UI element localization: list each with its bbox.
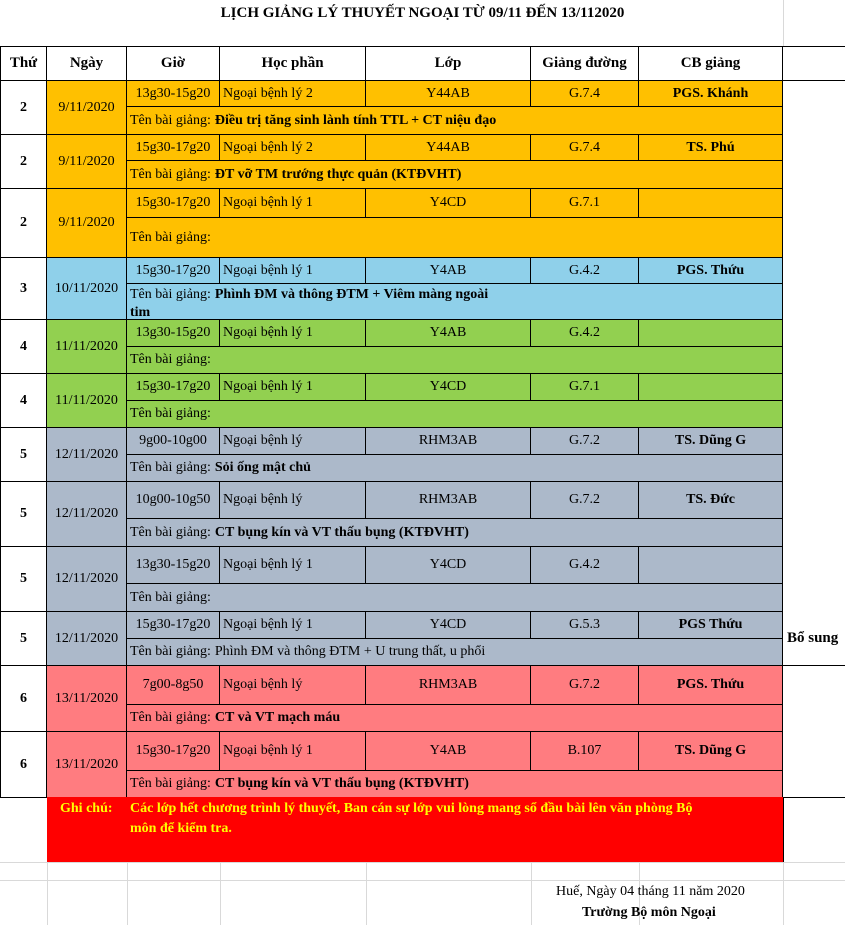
row-0-lop: Y44AB xyxy=(366,81,531,107)
row-8-lecture xyxy=(127,584,783,612)
header-gio: Giờ xyxy=(127,46,220,81)
page-title: LỊCH GIẢNG LÝ THUYẾT NGOẠI TỪ 09/11 ĐẾN 13/112020 xyxy=(220,5,625,21)
row-5-extra xyxy=(783,374,845,428)
row-3-thu: 3 xyxy=(0,258,47,320)
row-5-ngay: 11/11/2020 xyxy=(47,374,127,428)
row-4-hocphan: Ngoại bệnh lý 1 xyxy=(220,320,366,347)
row-8-lecture-line xyxy=(130,590,215,606)
row-6-lop: RHM3AB xyxy=(366,428,531,455)
footer-signer: Trường Bộ môn Ngoại xyxy=(582,905,716,920)
row-11-hocphan: Ngoại bệnh lý 1 xyxy=(220,732,366,771)
row-7-cb: TS. Đức xyxy=(639,482,783,519)
row-10-lop: RHM3AB xyxy=(366,666,531,705)
row-4-extra xyxy=(783,320,845,374)
row-9-ngay: 12/11/2020 xyxy=(47,612,127,666)
row-7-lecture xyxy=(127,519,783,547)
footer-date: Huế, Ngày 04 tháng 11 năm 2020 xyxy=(556,884,745,899)
row-10-thu: 6 xyxy=(0,666,47,732)
row-6-giangduong: G.7.2 xyxy=(531,428,639,455)
row-10-lecture-line xyxy=(130,710,340,726)
lecture-label: Tên bài giảng: xyxy=(130,112,211,128)
row-5-lop: Y4CD xyxy=(366,374,531,401)
note-line-1: Các lớp hết chương trình lý thuyết, Ban cán sự lớp vui lòng mang sổ đầu bài lên văn phòng Bộ xyxy=(130,801,693,816)
row-2-lop: Y4CD xyxy=(366,189,531,218)
row-6-lecture xyxy=(127,455,783,482)
row-1-hocphan: Ngoại bệnh lý 2 xyxy=(220,135,366,161)
row-3-hocphan: Ngoại bệnh lý 1 xyxy=(220,258,366,284)
row-9-gio: 15g30-17g20 xyxy=(127,612,220,639)
row-11-giangduong: B.107 xyxy=(531,732,639,771)
row-0-lecture-line xyxy=(130,113,496,129)
row-7-ngay: 12/11/2020 xyxy=(47,482,127,547)
row-9-giangduong: G.5.3 xyxy=(531,612,639,639)
row-0-gio: 13g30-15g20 xyxy=(127,81,220,107)
row-4-gio: 13g30-15g20 xyxy=(127,320,220,347)
row-6-ngay: 12/11/2020 xyxy=(47,428,127,482)
row-0-ngay: 9/11/2020 xyxy=(47,81,127,135)
row-9-lecture xyxy=(127,639,783,666)
row-7-extra xyxy=(783,482,845,547)
row-4-lop: Y4AB xyxy=(366,320,531,347)
row-10-ngay: 13/11/2020 xyxy=(47,666,127,732)
row-0-giangduong: G.7.4 xyxy=(531,81,639,107)
row-10-cb: PGS. Thứu xyxy=(639,666,783,705)
row-11-lop: Y4AB xyxy=(366,732,531,771)
row-8-hocphan: Ngoại bệnh lý 1 xyxy=(220,547,366,584)
row-11-lecture-line xyxy=(130,776,469,792)
row-4-lecture-line xyxy=(130,352,215,368)
lecture-label: Tên bài giảng: xyxy=(130,229,211,245)
row-3-ngay: 10/11/2020 xyxy=(47,258,127,320)
lecture-label: Tên bài giảng: xyxy=(130,460,211,475)
table-top-border xyxy=(0,46,845,47)
lecture-title: CT bụng kín và VT thấu bụng (KTĐVHT) xyxy=(214,776,469,791)
row-11-ngay: 13/11/2020 xyxy=(47,732,127,798)
lecture-label: Tên bài giảng: xyxy=(130,287,211,302)
row-2-lecture-line xyxy=(130,230,215,246)
row-2-thu: 2 xyxy=(0,189,47,258)
row-3-lop: Y4AB xyxy=(366,258,531,284)
row-2-lecture xyxy=(127,218,783,258)
row-3-lecture-line xyxy=(130,287,488,303)
lecture-title-cont: tim xyxy=(130,305,151,320)
row-7-gio: 10g00-10g50 xyxy=(127,482,220,519)
lecture-label: Tên bài giảng: xyxy=(130,166,211,182)
row-4-lecture xyxy=(127,347,783,374)
row-11-gio: 15g30-17g20 xyxy=(127,732,220,771)
header-extra xyxy=(783,46,845,81)
lecture-label: Tên bài giảng: xyxy=(130,406,211,421)
row-1-ngay: 9/11/2020 xyxy=(47,135,127,189)
row-8-cb xyxy=(639,547,783,584)
row-11-cb: TS. Dũng G xyxy=(639,732,783,771)
row-10-hocphan: Ngoại bệnh lý xyxy=(220,666,366,705)
row-9-extra: Bổ sung xyxy=(783,612,845,666)
row-2-giangduong: G.7.1 xyxy=(531,189,639,218)
note-label: Ghi chú: xyxy=(60,801,113,816)
row-2-extra xyxy=(783,189,845,258)
row-1-lop: Y44AB xyxy=(366,135,531,161)
row-1-giangduong: G.7.4 xyxy=(531,135,639,161)
row-5-hocphan: Ngoại bệnh lý 1 xyxy=(220,374,366,401)
row-7-lecture-line xyxy=(130,525,469,541)
row-8-extra xyxy=(783,547,845,612)
row-5-gio: 15g30-17g20 xyxy=(127,374,220,401)
row-11-extra xyxy=(783,732,845,798)
row-1-gio: 15g30-17g20 xyxy=(127,135,220,161)
row-5-lecture xyxy=(127,401,783,428)
row-7-giangduong: G.7.2 xyxy=(531,482,639,519)
row-1-cb: TS. Phú xyxy=(639,135,783,161)
lecture-title: Sỏi ống mật chủ xyxy=(214,460,311,475)
row-6-extra xyxy=(783,428,845,482)
lecture-title: Điều trị tăng sinh lành tính TTL + CT niệu đạo xyxy=(214,112,497,128)
row-0-hocphan: Ngoại bệnh lý 2 xyxy=(220,81,366,107)
row-2-hocphan: Ngoại bệnh lý 1 xyxy=(220,189,366,218)
note-line-2: môn để kiểm tra. xyxy=(130,821,232,836)
row-11-thu: 6 xyxy=(0,732,47,798)
row-3-extra xyxy=(783,258,845,320)
row-11-lecture xyxy=(127,771,783,798)
row-8-lop: Y4CD xyxy=(366,547,531,584)
row-10-gio: 7g00-8g50 xyxy=(127,666,220,705)
lecture-label: Tên bài giảng: xyxy=(130,644,211,659)
lecture-title: CT và VT mạch máu xyxy=(214,710,341,725)
row-4-giangduong: G.4.2 xyxy=(531,320,639,347)
row-9-hocphan: Ngoại bệnh lý 1 xyxy=(220,612,366,639)
row-10-giangduong: G.7.2 xyxy=(531,666,639,705)
row-0-cb: PGS. Khánh xyxy=(639,81,783,107)
row-7-thu: 5 xyxy=(0,482,47,547)
header-cbgiang: CB giảng xyxy=(639,46,783,81)
lecture-label: Tên bài giảng: xyxy=(130,352,211,367)
row-6-thu: 5 xyxy=(0,428,47,482)
row-8-giangduong: G.4.2 xyxy=(531,547,639,584)
header-hocphan: Học phần xyxy=(220,46,366,81)
header-ngay: Ngày xyxy=(47,46,127,81)
note-row xyxy=(47,797,784,862)
row-10-extra xyxy=(783,666,845,732)
header-giangduong: Giảng đường xyxy=(531,46,639,81)
lecture-label: Tên bài giảng: xyxy=(130,776,211,791)
row-0-extra xyxy=(783,81,845,135)
row-6-lecture-line xyxy=(130,460,311,476)
row-3-lecture xyxy=(127,284,783,320)
row-7-lop: RHM3AB xyxy=(366,482,531,519)
row-7-hocphan: Ngoại bệnh lý xyxy=(220,482,366,519)
row-9-cb: PGS Thứu xyxy=(639,612,783,639)
row-3-gio: 15g30-17g20 xyxy=(127,258,220,284)
row-6-gio: 9g00-10g00 xyxy=(127,428,220,455)
row-4-ngay: 11/11/2020 xyxy=(47,320,127,374)
row-9-thu: 5 xyxy=(0,612,47,666)
row-6-hocphan: Ngoại bệnh lý xyxy=(220,428,366,455)
row-1-extra xyxy=(783,135,845,189)
row-0-lecture xyxy=(127,107,783,135)
row-8-thu: 5 xyxy=(0,547,47,612)
header-thu: Thứ xyxy=(0,46,47,81)
row-3-giangduong: G.4.2 xyxy=(531,258,639,284)
row-5-giangduong: G.7.1 xyxy=(531,374,639,401)
lecture-title: ĐT vỡ TM trướng thực quản (KTĐVHT) xyxy=(214,166,462,182)
row-5-thu: 4 xyxy=(0,374,47,428)
row-1-lecture-line xyxy=(130,167,461,183)
row-2-ngay: 9/11/2020 xyxy=(47,189,127,258)
row-4-thu: 4 xyxy=(0,320,47,374)
lecture-title: CT bụng kín và VT thấu bụng (KTĐVHT) xyxy=(214,524,469,540)
header-lop: Lớp xyxy=(366,46,531,81)
row-8-ngay: 12/11/2020 xyxy=(47,547,127,612)
lecture-title: Phình ĐM và thông ĐTM + U trung thất, u phổi xyxy=(214,644,486,659)
row-9-lop: Y4CD xyxy=(366,612,531,639)
row-5-cb xyxy=(639,374,783,401)
lecture-label: Tên bài giảng: xyxy=(130,710,211,725)
row-1-lecture xyxy=(127,161,783,189)
lecture-label: Tên bài giảng: xyxy=(130,589,211,605)
row-3-cb: PGS. Thứu xyxy=(639,258,783,284)
row-6-cb: TS. Dũng G xyxy=(639,428,783,455)
row-9-lecture-line xyxy=(130,644,485,660)
lecture-title: Phình ĐM và thông ĐTM + Viêm màng ngoài xyxy=(214,287,489,302)
row-10-lecture xyxy=(127,705,783,732)
row-2-gio: 15g30-17g20 xyxy=(127,189,220,218)
row-8-gio: 13g30-15g20 xyxy=(127,547,220,584)
row-4-cb xyxy=(639,320,783,347)
row-2-cb xyxy=(639,189,783,218)
row-1-thu: 2 xyxy=(0,135,47,189)
lecture-label: Tên bài giảng: xyxy=(130,524,211,540)
row-5-lecture-line xyxy=(130,406,215,422)
row-0-thu: 2 xyxy=(0,81,47,135)
